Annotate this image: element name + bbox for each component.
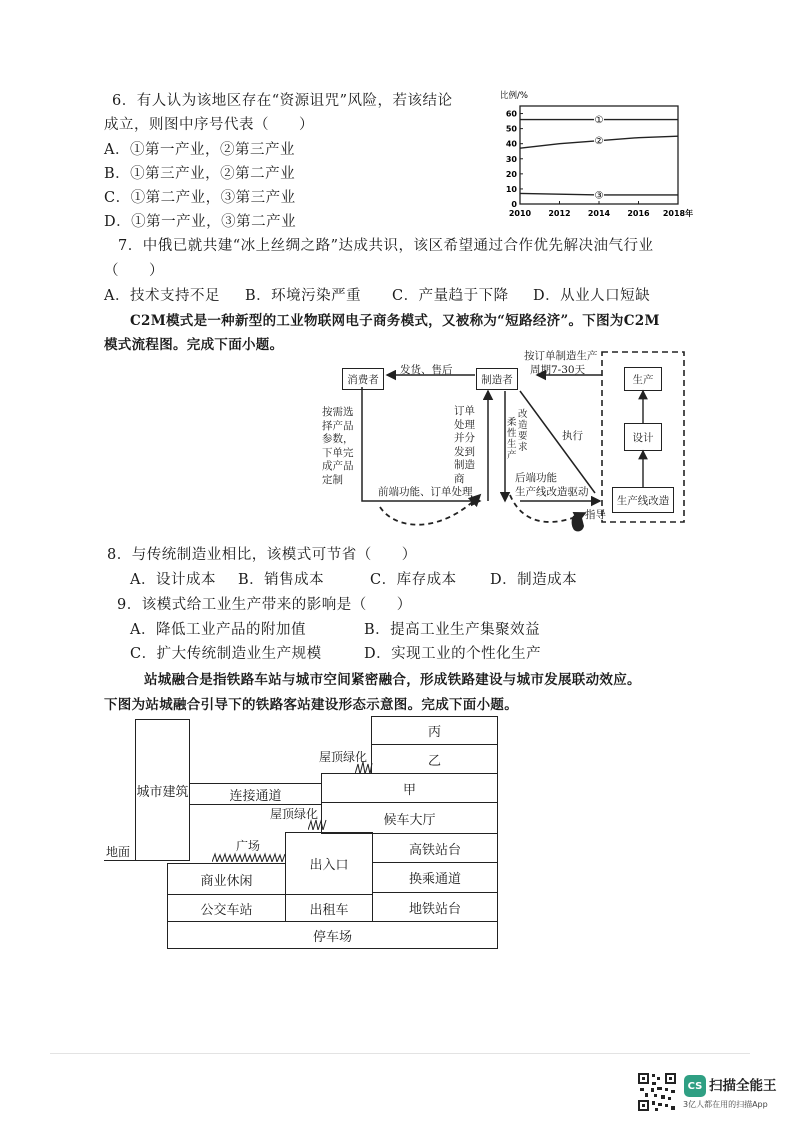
hsr-platform: 高铁站台: [372, 833, 498, 863]
pointing-hand-icon: [570, 512, 588, 534]
transfer-passage: 换乘通道: [372, 862, 498, 893]
roof-green-mid-grass-icon: [308, 818, 328, 830]
x-tick-label: 2012: [548, 209, 571, 218]
q9-stem: 9．该模式给工业生产带来的影响是（ ）: [117, 597, 412, 613]
series-label-3: ③: [594, 190, 604, 202]
q6-option-b: B．①第三产业，②第二产业: [104, 166, 296, 182]
q7-option-d: D．从业人口短缺: [533, 288, 651, 304]
design-box: 设计: [624, 423, 662, 451]
series-label-1: ①: [594, 115, 604, 127]
flexible-production-text: 柔性生产: [507, 417, 517, 461]
station-intro-line2: 下图为站城融合引导下的铁路客站建设形态示意图。完成下面小题。: [104, 697, 518, 713]
c2m-intro-line1: C2M模式是一种新型的工业物联网电子商务模式，又被称为“短路经济”。下图为C2M: [130, 313, 660, 329]
camscanner-tagline: 3亿人都在用的扫描App: [683, 1100, 768, 1109]
back-end-label-2: 生产线改造驱动: [515, 486, 589, 498]
station-intro-line1: 站城融合是指铁路车站与城市空间紧密融合，形成铁路建设与城市发展联动效应。: [144, 672, 641, 688]
reform-requirement-text: 改造要求: [518, 409, 528, 453]
consumer-custom-text: 按需选择产品参数，下单完成产品定制: [322, 406, 354, 486]
waiting-hall: 候车大厅: [321, 802, 498, 834]
q8-option-d: D．制造成本: [490, 572, 578, 588]
production-box: 生产: [624, 367, 662, 391]
metro-platform: 地铁站台: [372, 892, 498, 922]
x-tick-label: 2014: [587, 209, 611, 218]
q8-option-a: A．设计成本: [130, 572, 216, 588]
y-tick-label: 0: [511, 200, 517, 209]
deliver-label: 发货、售后: [400, 364, 453, 376]
consumer-box: 消费者: [342, 368, 384, 390]
taxi: 出租车: [285, 894, 373, 922]
order-cycle-label-1: 按订单制造生产: [524, 350, 598, 362]
order-process-text: 订单处理并分发到制造商: [454, 405, 475, 485]
layer-yi: 乙: [371, 744, 498, 774]
q8-option-c: C．库存成本: [370, 572, 457, 588]
execute-label: 执行: [562, 430, 583, 442]
q6-stem-line2: 成立，则图中序号代表（ ）: [104, 117, 314, 133]
x-tick-label: 2016: [627, 209, 650, 218]
layer-bing: 丙: [371, 716, 498, 745]
y-tick-label: 50: [505, 124, 517, 134]
q8-option-b: B．销售成本: [238, 572, 325, 588]
camscanner-logo: CS: [684, 1075, 706, 1097]
q9-option-a: A．降低工业产品的附加值: [130, 622, 306, 638]
roof-green-mid-label: 屋顶绿化: [270, 807, 319, 821]
guide-label: 指导: [585, 509, 606, 521]
q6-option-c: C．①第二产业，③第三产业: [104, 190, 296, 206]
q6-option-a: A．①第一产业，②第三产业: [104, 142, 295, 158]
q6-option-d: D．①第一产业，③第二产业: [104, 214, 297, 230]
line-reform-box: 生产线改造: [612, 487, 674, 513]
entrance: 出入口: [285, 832, 373, 895]
q9-option-b: B．提高工业生产集聚效益: [364, 622, 541, 638]
bus-station: 公交车站: [167, 894, 286, 922]
q9-option-c: C．扩大传统制造业生产规模: [130, 646, 322, 662]
q7-option-b: B．环境污染严重: [245, 288, 362, 304]
plaza-label: 广场: [236, 839, 261, 853]
q6-stem-line1: 6．有人认为该地区存在“资源诅咒”风险，若该结论: [112, 93, 453, 109]
x-tick-label: 2018年: [662, 209, 694, 218]
layer-jia: 甲: [321, 773, 498, 803]
page-bottom-line: [50, 1053, 750, 1054]
industry-share-chart: [498, 88, 698, 224]
q7-option-a: A．技术支持不足: [104, 288, 220, 304]
qr-code-icon: [637, 1072, 677, 1112]
commerce-leisure: 商业休闲: [167, 863, 286, 895]
ground-label: 地面: [106, 845, 131, 859]
y-tick-label: 30: [505, 154, 517, 164]
series-label-2: ②: [594, 136, 604, 148]
q8-stem: 8．与传统制造业相比，该模式可节省（ ）: [107, 547, 417, 563]
parking: 停车场: [167, 921, 498, 949]
roof-green-top-grass-icon: [355, 760, 373, 774]
c2m-intro-line2: 模式流程图。完成下面小题。: [104, 337, 284, 353]
y-axis-label: 比例/%: [500, 91, 528, 101]
x-tick-label: 2010: [508, 209, 532, 218]
q7-option-c: C．产量趋于下降: [392, 288, 509, 304]
front-end-label: 前端功能、订单处理: [378, 486, 473, 498]
q7-stem: 7．中俄已就共建“冰上丝绸之路”达成共识，该区希望通过合作优先解决油气行业: [118, 238, 654, 254]
roof-green-top-label: 屋顶绿化: [319, 750, 368, 764]
city-building: 城市建筑: [135, 719, 190, 861]
manufacturer-box: 制造者: [476, 368, 518, 390]
y-tick-label: 20: [505, 169, 517, 179]
camscanner-name: 扫描全能王: [709, 1078, 777, 1094]
y-tick-label: 60: [505, 109, 517, 119]
order-cycle-label-2: 周期7-30天: [530, 364, 586, 376]
q7-paren: （ ）: [104, 263, 164, 279]
y-tick-label: 40: [505, 139, 517, 149]
plaza-grass-icon: [212, 852, 286, 862]
q9-option-d: D．实现工业的个性化生产: [364, 646, 542, 662]
connect-passage: 连接通道: [189, 783, 322, 805]
back-end-label-1: 后端功能: [515, 472, 557, 484]
y-tick-label: 10: [505, 184, 517, 194]
